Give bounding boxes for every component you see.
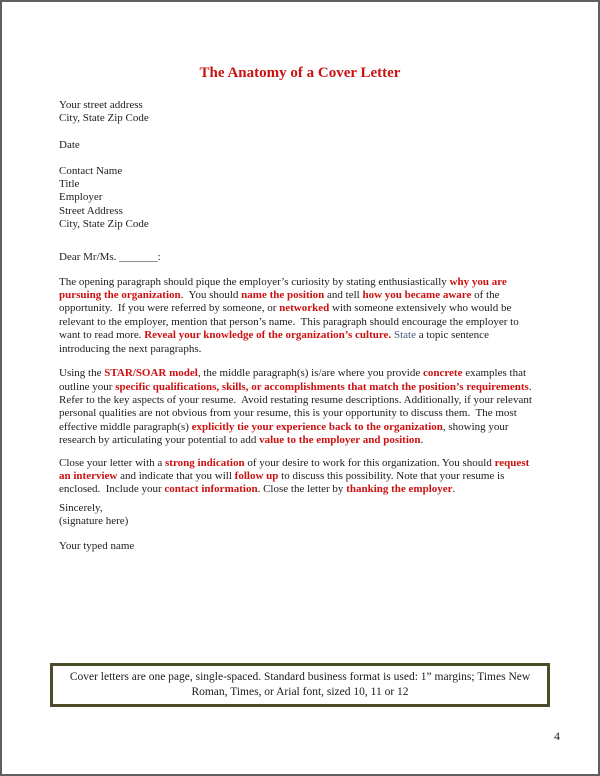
recipient-address-block <box>59 165 541 231</box>
date-label: Date <box>59 138 80 151</box>
footer-note-line: Cover letters are one page, single-spaced. Standard business format is used: 1” margins; Times New <box>69 671 531 683</box>
salutation <box>59 251 541 264</box>
recipient-line: Contact Name <box>59 164 123 177</box>
sender-address-line: Your street address <box>59 99 143 111</box>
page-title: The Anatomy of a Cover Letter <box>199 65 401 81</box>
recipient-line: Employer <box>59 191 103 204</box>
closing-paragraph: Close your letter with a strong indication of your desire to work for this organization. You should request an interview and indicate that you will follow up to discuss this possibility. Note that your resume is enclosed. Include your contact information. Close the letter by thanking the employer. <box>59 456 532 496</box>
sender-address-line: City, State Zip Code <box>59 112 149 125</box>
date-block <box>59 139 541 152</box>
closing-line: Sincerely, <box>59 501 103 514</box>
typed-name: Your typed name <box>59 540 135 553</box>
closing-line: (signature here) <box>59 515 129 528</box>
recipient-line: Street Address <box>59 204 123 217</box>
footer-note-line: Roman, Times, or Arial font, sized 10, 11 or 12 <box>191 685 409 698</box>
middle-paragraph: Using the STAR/SOAR model, the middle paragraph(s) is/are where you provide concrete examples that outline your specific qualifications, skills, or accomplishments that match the position’s requirements. Refer to the key aspects of your resume. Avoid restating resume descriptions. Additionally, if your relevant personal qualities are not obvious from your resume, this is your opportunity to discuss them. The most effective middle paragraph(s) explicitly tie your experience back to the organization, showing your research by articulating your potential to add value to the employer and position. <box>59 367 535 447</box>
salutation-line: Dear Mr/Ms. _______: <box>59 251 161 264</box>
closing-block <box>59 502 541 529</box>
recipient-line: City, State Zip Code <box>59 218 149 231</box>
sender-address-block <box>59 99 541 126</box>
opening-paragraph: The opening paragraph should pique the employer’s curiosity by stating enthusiastically why you are pursuing the organization. You should name the position and tell how you became aware of the opportunity. If you were referred by someone, or networked with someone extensively who would be relevant to the employer, mention that person’s name. This paragraph should encourage the employer to want to read more. Reveal your knowledge of the organization’s culture. State a topic sentence introducing the next paragraphs. <box>59 275 522 355</box>
letter-body <box>2 2 598 554</box>
footer-note-box <box>50 663 550 707</box>
page-number: 4 <box>554 729 560 743</box>
recipient-line: Title <box>59 178 80 191</box>
